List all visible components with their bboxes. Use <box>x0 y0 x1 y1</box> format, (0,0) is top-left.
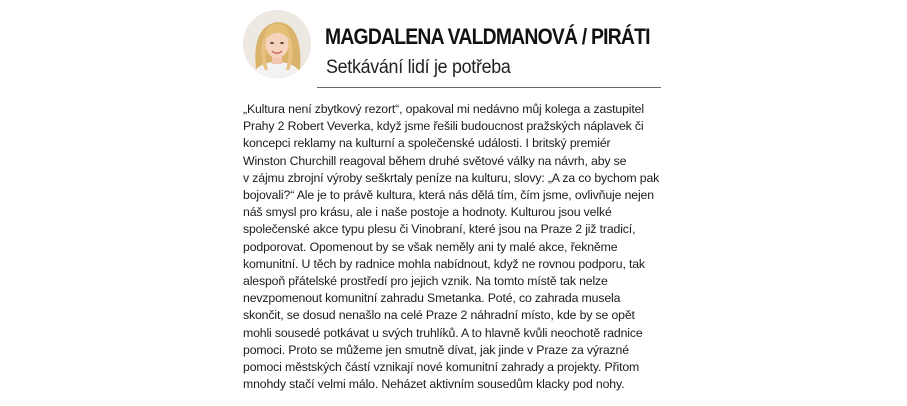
article-line: koncepci reklamy na kulturní a společenské události. I britský premiér <box>243 136 611 151</box>
article-title: Setkávání lidí je potřeba <box>326 57 511 78</box>
article-line: společenské akce typu plesu či Vinobraní, které jsou na Praze 2 již tradicí, <box>243 222 636 237</box>
article-line: náš smysl pro krásu, ale i naše postoje a hodnoty. Kulturou jsou velké <box>243 205 612 220</box>
article-line: v zájmu zbrojní výroby seškrtaly peníze na kulturu, slovy: „A za co bychom pak <box>243 170 660 185</box>
article-line: komunitní. U těch by radnice mohla nabídnout, když ne rovnou podporu, tak <box>243 256 645 271</box>
article-line: mohli sousedé potkávat u svých truhlíků. A to hlavně kvůli neochotě radnice <box>243 325 643 340</box>
article-line: alespoň přátelské prostředí pro jejich vznik. Na tomto místě tak nelze <box>243 274 608 289</box>
author-portrait-image <box>243 10 311 78</box>
article-line: bojovali?“ Ale je to právě kultura, která nás dělá tím, čím jsme, ovlivňuje nejen <box>243 188 654 203</box>
article-body <box>243 101 692 393</box>
article-line: pomoci. Proto se můžeme jen smutně dívat, jak jinde v Praze za výrazné <box>243 342 629 357</box>
author-portrait <box>243 10 311 78</box>
article-line: Prahy 2 Robert Veverka, když jsme řešili budoucnost pražských náplavek či <box>243 119 644 134</box>
article-line: Winston Churchill reagoval během druhé světové války na návrh, aby se <box>243 153 627 168</box>
article-line: pomoci městských částí vznikají nové komunitní zahrady a projekty. Přitom <box>243 360 640 375</box>
article-line: podporovat. Opomenout by se však neměly ani ty malé akce, řekněme <box>243 239 618 254</box>
author-name: MAGDALENA VALDMANOVÁ / PIRÁTI <box>325 24 650 49</box>
header-divider <box>317 87 661 88</box>
article-line: skončit, se dosud nenašlo na celé Praze 2 náhradní místo, kde by se opět <box>243 308 635 323</box>
article-line: „Kultura není zbytkový rezort“, opakoval mi nedávno můj kolega a zastupitel <box>243 102 644 116</box>
article-line: mnohdy stačí velmi málo. Neházet aktivním sousedům klacky pod nohy. <box>243 377 625 392</box>
article-line: nevzpomenout komunitní zahradu Smetanka. Poté, co zahrada musela <box>243 291 621 306</box>
